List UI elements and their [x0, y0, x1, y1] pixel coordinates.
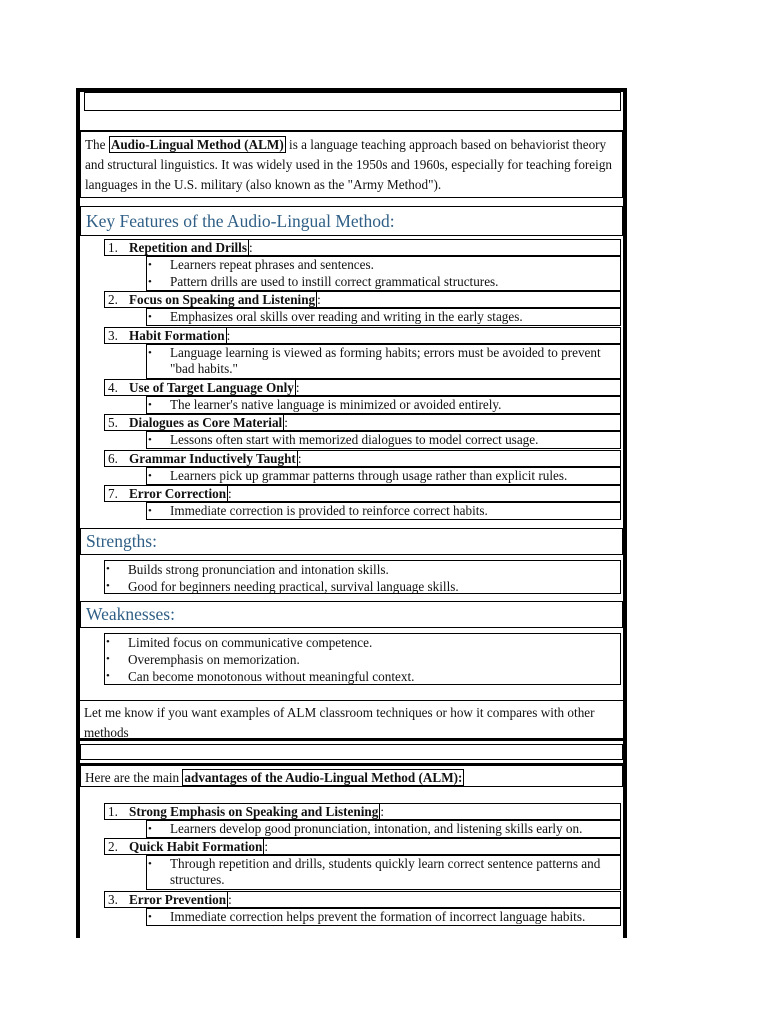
list-item: Can become monotonous without meaningful context.: [128, 669, 415, 684]
intro-post: is a language teaching approach based on behaviorist theory and structural linguistics. It was widely used in the 1950s and 1960s, especially for teaching foreign languages in the U.S. military (also known as the "Army Method").: [85, 137, 613, 192]
bullet-icon: •: [148, 505, 152, 517]
feature-title: Dialogues as Core Material: [129, 415, 283, 430]
feature-title: Focus on Speaking and Listening: [129, 292, 316, 307]
list-item: Immediate correction is provided to reinforce correct habits.: [170, 503, 488, 518]
list-item: Through repetition and drills, students quickly learn correct sentence patterns and structures.: [170, 856, 601, 887]
colon: :: [228, 486, 232, 501]
intro-paragraph: [80, 130, 623, 198]
colon: :: [317, 292, 321, 307]
list-item: Emphasizes oral skills over reading and writing in the early stages.: [170, 309, 523, 324]
advantage-number: 2.: [108, 839, 118, 854]
feature-5-points: [146, 431, 621, 449]
colon: :: [380, 804, 384, 819]
list-item: Good for beginners needing practical, survival language skills.: [128, 579, 459, 594]
weaknesses-list: [104, 633, 621, 685]
feature-item-2: [104, 291, 621, 308]
advantages-intro: [80, 763, 623, 787]
bullet-icon: •: [148, 259, 152, 271]
advantage-title: Strong Emphasis on Speaking and Listening: [129, 804, 379, 819]
colon: :: [264, 839, 269, 854]
advantage-number: 3.: [108, 892, 118, 907]
strengths-heading: Strengths:: [80, 528, 623, 555]
list-item: Immediate correction helps prevent the formation of incorrect language habits.: [170, 909, 586, 924]
feature-6-points: [146, 467, 621, 485]
feature-title: Error Correction: [129, 486, 227, 501]
bullet-icon: •: [148, 434, 152, 446]
bullet-icon: •: [106, 670, 110, 682]
feature-item-4: [104, 379, 621, 396]
outro-paragraph: Let me know if you want examples of ALM classroom techniques or how it compares with other methods: [80, 700, 623, 741]
advantage-title: Error Prevention: [129, 892, 227, 907]
feature-title: Repetition and Drills: [129, 240, 247, 255]
list-item: Overemphasis on memorization.: [128, 652, 300, 667]
list-item: Pattern drills are used to instill correct grammatical structures.: [170, 274, 499, 289]
list-item: The learner's native language is minimized or avoided entirely.: [170, 397, 502, 412]
feature-number: 5.: [108, 415, 118, 430]
bullet-icon: •: [148, 311, 152, 323]
advantages-intro-term: advantages of the Audio-Lingual Method (ALM):: [184, 770, 463, 785]
list-item: Language learning is viewed as forming habits; errors must be avoided to prevent "bad habits.": [170, 345, 601, 376]
advantage-item-3: [104, 891, 621, 908]
list-item: Learners pick up grammar patterns through usage rather than explicit rules.: [170, 468, 568, 483]
list-item: Builds strong pronunciation and intonation skills.: [128, 562, 389, 577]
colon: :: [284, 415, 288, 430]
feature-number: 1.: [108, 240, 118, 255]
bullet-icon: •: [148, 399, 152, 411]
colon: :: [297, 451, 302, 466]
feature-1-points: [146, 256, 621, 291]
feature-number: 7.: [108, 486, 118, 501]
colon: :: [248, 240, 253, 255]
colon: :: [228, 892, 232, 907]
feature-4-points: [146, 396, 621, 414]
colon: :: [295, 380, 300, 395]
feature-item-6: [104, 450, 621, 467]
advantage-number: 1.: [108, 804, 118, 819]
list-item: Limited focus on communicative competence.: [128, 635, 373, 650]
bullet-icon: •: [106, 580, 110, 592]
intro-term: Audio-Lingual Method (ALM): [110, 137, 284, 152]
advantage-item-2: [104, 838, 621, 855]
feature-item-1: [104, 239, 621, 256]
list-item: Learners repeat phrases and sentences.: [170, 257, 374, 272]
title-box: [84, 92, 621, 111]
colon: :: [226, 328, 231, 343]
feature-item-7: [104, 485, 621, 502]
feature-title: Use of Target Language Only: [129, 380, 294, 395]
weaknesses-heading: Weaknesses:: [80, 601, 623, 628]
feature-item-5: [104, 414, 621, 431]
feature-title: Grammar Inductively Taught: [129, 451, 296, 466]
advantage-title: Quick Habit Formation: [129, 839, 263, 854]
feature-number: 2.: [108, 292, 118, 307]
advantage-3-points: [146, 908, 621, 926]
bullet-icon: •: [148, 470, 152, 482]
feature-2-points: [146, 308, 621, 326]
feature-number: 4.: [108, 380, 118, 395]
feature-number: 6.: [108, 451, 118, 466]
list-item: Learners develop good pronunciation, intonation, and listening skills early on.: [170, 821, 583, 836]
bullet-icon: •: [106, 563, 110, 575]
list-item: Lessons often start with memorized dialogues to model correct usage.: [170, 432, 539, 447]
advantages-intro-pre: Here are the main: [85, 770, 183, 785]
feature-item-3: [104, 327, 621, 344]
feature-title: Habit Formation: [129, 328, 225, 343]
advantage-1-points: [146, 820, 621, 838]
advantage-2-points: [146, 855, 621, 890]
bullet-icon: •: [106, 653, 110, 665]
advantage-item-1: [104, 803, 621, 820]
spacer-box: [80, 744, 623, 760]
feature-number: 3.: [108, 328, 118, 343]
bullet-icon: •: [148, 347, 152, 359]
bullet-icon: •: [148, 823, 152, 835]
bullet-icon: •: [148, 276, 152, 288]
intro-pre: The: [85, 137, 109, 152]
bullet-icon: •: [106, 636, 110, 648]
features-heading: Key Features of the Audio-Lingual Method:: [80, 206, 623, 236]
feature-7-points: [146, 502, 621, 520]
feature-3-points: [146, 344, 621, 379]
bullet-icon: •: [148, 911, 152, 923]
strengths-list: [104, 560, 621, 594]
bullet-icon: •: [148, 858, 152, 870]
